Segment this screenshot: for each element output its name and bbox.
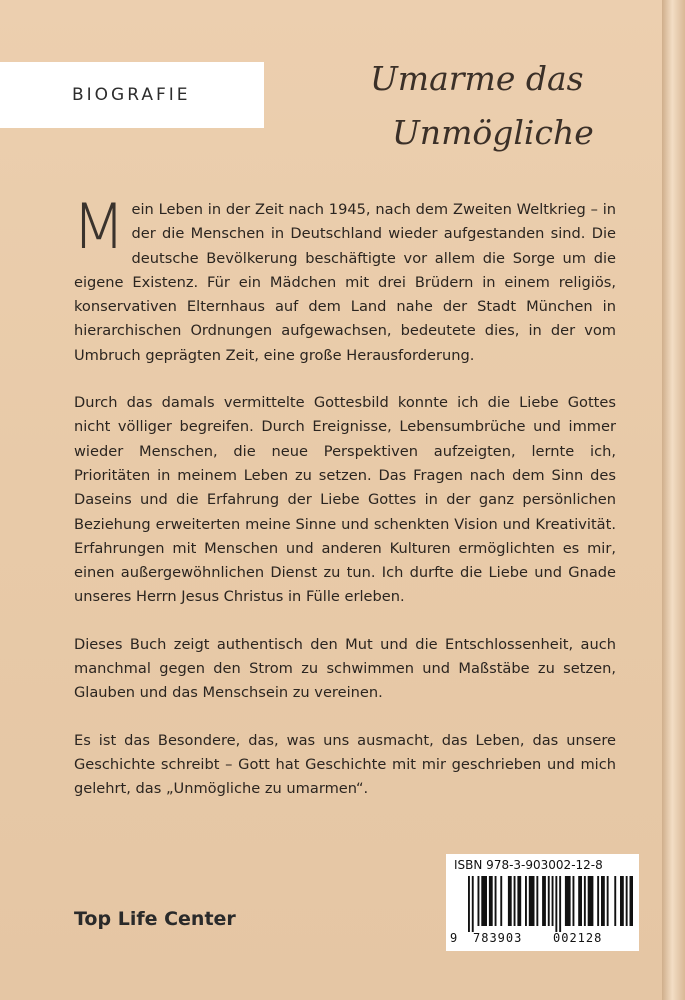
barcode-digits-right: 002128 bbox=[553, 931, 603, 945]
barcode-bars bbox=[452, 876, 633, 932]
blurb-paragraph-4: Es ist das Besondere, das, was uns ausmacht, das Leben, das unsere Geschichte schreibt – Gott hat Geschichte mit mir geschrieben und mich gelehrt, das „Unmögliche zu umarmen“. bbox=[74, 731, 616, 798]
blurb-paragraph-3: Dieses Buch zeigt authentisch den Mut und die Entschlossenheit, auch manchmal gegen den Strom zu schwimmen und Maßstäbe zu setzen, Glauben und das Menschsein zu vereinen. bbox=[74, 635, 616, 702]
title-line-2: Unmögliche bbox=[392, 113, 594, 152]
genre-label-box bbox=[0, 62, 264, 128]
isbn-number: ISBN 978-3-903002-12-8 bbox=[454, 858, 603, 872]
blurb-paragraph-2: Durch das damals vermittelte Gottesbild konnte ich die Liebe Gottes nicht völliger begreifen. Durch Ereignisse, Lebensumbrüche und immer wieder Menschen, die neue Perspektiven aufzeigten, lernte ich, Prioritäten in meinem Leben zu setzen. Das Fragen nach dem Sinn des Daseins und die Erfahrung der Liebe Gottes in der ganz persönlichen Beziehung erweiterten meine Sinne und schenkten Vision und Kreativität. Erfahrungen mit Menschen und anderen Kulturen ermöglichten es mir, einen außergewöhnlichen Dienst zu tun. Ich durfte die Liebe und Gnade unseres Herrn Jesus Christus in Fülle erleben. bbox=[74, 394, 616, 606]
blurb-paragraph-1-rest: ein Leben in der Zeit nach 1945, nach dem Zweiten Weltkrieg – in der die Menschen in Deutschland wieder aufgestanden sind. Die deutsche Bevölkerung beschäftigte vor allem die Sorge um die eigene Existenz. Für ein Mädchen mit drei Brüdern in einem religiös, konservativen Elternhaus auf dem Land nahe der Stadt München in hierarchischen Ordnungen aufgewachsen, bedeutete dies, in der vom Umbruch geprägten Zeit, eine große Herausforderung. bbox=[74, 201, 616, 364]
blurb-paragraph-1 bbox=[72, 190, 616, 368]
title-line-1: Umarme das bbox=[370, 59, 584, 98]
book-spine-edge bbox=[662, 0, 685, 1000]
book-title bbox=[330, 52, 630, 160]
drop-cap: M bbox=[72, 190, 126, 263]
genre-label: BIOGRAFIE bbox=[72, 85, 191, 105]
isbn-barcode bbox=[446, 854, 639, 951]
blurb bbox=[72, 190, 616, 825]
barcode-digits-left: 783903 bbox=[473, 931, 523, 945]
barcode-digit-first: 9 bbox=[450, 931, 458, 945]
publisher-name: Top Life Center bbox=[74, 908, 236, 930]
